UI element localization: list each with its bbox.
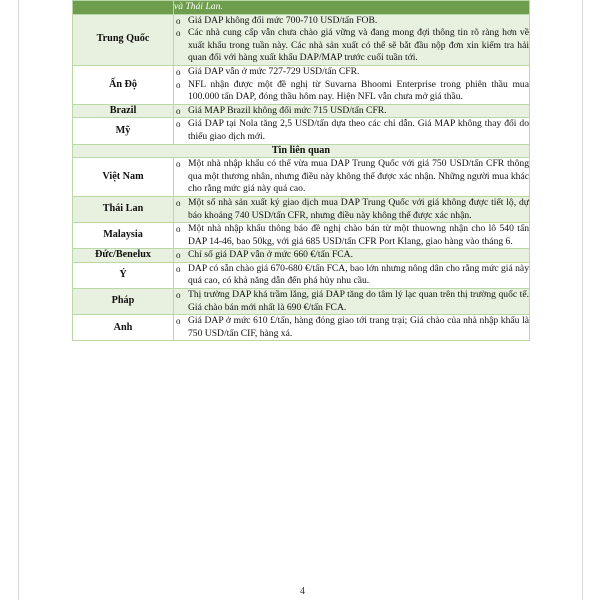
bullet-list [174, 66, 529, 104]
bullet-list [174, 263, 529, 288]
bullet-list [174, 315, 529, 340]
bullet-item: o Một số nhà sản xuất ký giao dịch mua DAP Trung Quốc với giá không được tiết lộ, dự báo khoảng 740 USD/tấn CFR, nhưng điều này không thể được xác nhận. [174, 197, 529, 222]
country-name: Brazil [73, 104, 174, 118]
page-right-border [582, 0, 583, 600]
country-content [174, 118, 530, 144]
country-row [73, 289, 530, 315]
bullet-item: o Giá MAP Brazil không đổi mức 715 USD/tấn CFR. [174, 105, 529, 118]
bullet-list [174, 118, 529, 143]
country-row [73, 196, 530, 222]
section-heading-row [73, 144, 530, 158]
country-row [73, 315, 530, 341]
country-content [174, 196, 530, 222]
country-name: Anh [73, 315, 174, 341]
top-continued-text: và Thái Lan. [174, 1, 530, 15]
country-name: Trung Quốc [73, 14, 174, 65]
page-left-border [18, 0, 19, 600]
bullet-item: o Một nhà nhập khẩu thông báo đề nghị chào bán từ một thuowng nhận cho lô 540 tấn DAP 14-46, bao 50kg, với giá 685 USD/tấn CFR Port Klang, giao hàng vào tháng 6. [174, 223, 529, 248]
bullet-item: o Các nhà cung cấp vẫn chưa chào giá vững và đang mong đợi thông tin rõ ràng hơn về xuất khẩu trong tuần này. Các nhà sản xuất có thể sẽ bắt đầu nộp đơn xin kiểm tra hải quan đối với hàng xuất khẩu DAP/MAP trước cuối tuần tới. [174, 27, 529, 65]
bullet-item: o Giá DAP ở mức 610 £/tấn, hàng đóng giao tới trang trại; Giá chào của nhà nhập khẩu là 750 USD/tấn CIF, hàng xá. [174, 315, 529, 340]
country-content [174, 249, 530, 263]
country-content [174, 65, 530, 104]
country-row [73, 118, 530, 144]
bullet-list [174, 289, 529, 314]
bullet-list [174, 197, 529, 222]
country-content [174, 158, 530, 197]
bullet-item: o NFL nhận được một đề nghị từ Suvarna Bhoomi Enterprise trong phiên thầu mua 100.000 tấn DAP, đóng thầu hôm nay. Hiện NFL vẫn chưa mở giá thầu. [174, 79, 529, 104]
country-name: Malaysia [73, 223, 174, 249]
bullet-item: o Chỉ số giá DAP vẫn ở mức 660 €/tấn FCA. [174, 249, 529, 262]
country-name: Đức/Benelux [73, 249, 174, 263]
bullet-item: o Thị trường DAP khá trầm lắng, giá DAP tăng do tâm lý lạc quan trên thị trường quốc tế. Giá chào bán mới nhất là 690 €/tấn FCA. [174, 289, 529, 314]
page-number: 4 [300, 586, 305, 597]
bullet-list [174, 105, 529, 118]
country-row [73, 14, 530, 65]
country-content [174, 315, 530, 341]
country-content [174, 262, 530, 288]
bullet-item: o Giá DAP tại Nola tăng 2,5 USD/tấn dựa theo các chỉ dẫn. Giá MAP không thay đổi do thiếu giao dịch mới. [174, 118, 529, 143]
country-name: Ấn Độ [73, 65, 174, 104]
country-content [174, 289, 530, 315]
country-row [73, 262, 530, 288]
bullet-item: o Một nhà nhập khẩu có thể vừa mua DAP Trung Quốc với giá 750 USD/tấn CFR thông qua một thương nhân, nhưng điều này không thể được xác nhận. Những người mua khác cho rằng mức giá này quá cao. [174, 158, 529, 196]
section-heading: Tin liên quan [73, 144, 530, 158]
country-content [174, 14, 530, 65]
country-row [73, 104, 530, 118]
country-row [73, 223, 530, 249]
country-row [73, 249, 530, 263]
country-row [73, 158, 530, 197]
bullet-item: o DAP có sẵn chào giá 670-680 €/tấn FCA, bao lớn nhưng nông dân cho rằng mức giá này quá cao, có khả năng dẫn đến phá hủy nhu cầu. [174, 263, 529, 288]
country-content [174, 223, 530, 249]
bullet-item: o Giá DAP không đổi mức 700-710 USD/tấn FOB. [174, 15, 529, 28]
country-name: Pháp [73, 289, 174, 315]
country-name: Thái Lan [73, 196, 174, 222]
country-row [73, 65, 530, 104]
bullet-list [174, 223, 529, 248]
top-continued-row [73, 1, 530, 15]
country-name: Ý [73, 262, 174, 288]
country-name: Việt Nam [73, 158, 174, 197]
top-country-cell [73, 1, 174, 15]
country-content [174, 104, 530, 118]
bullet-list [174, 158, 529, 196]
bullet-list [174, 249, 529, 262]
country-name: Mỹ [73, 118, 174, 144]
bullet-list [174, 15, 529, 65]
fertilizer-price-table [72, 0, 530, 341]
bullet-item: o Giá DAP vẫn ở mức 727-729 USD/tấn CFR. [174, 66, 529, 79]
